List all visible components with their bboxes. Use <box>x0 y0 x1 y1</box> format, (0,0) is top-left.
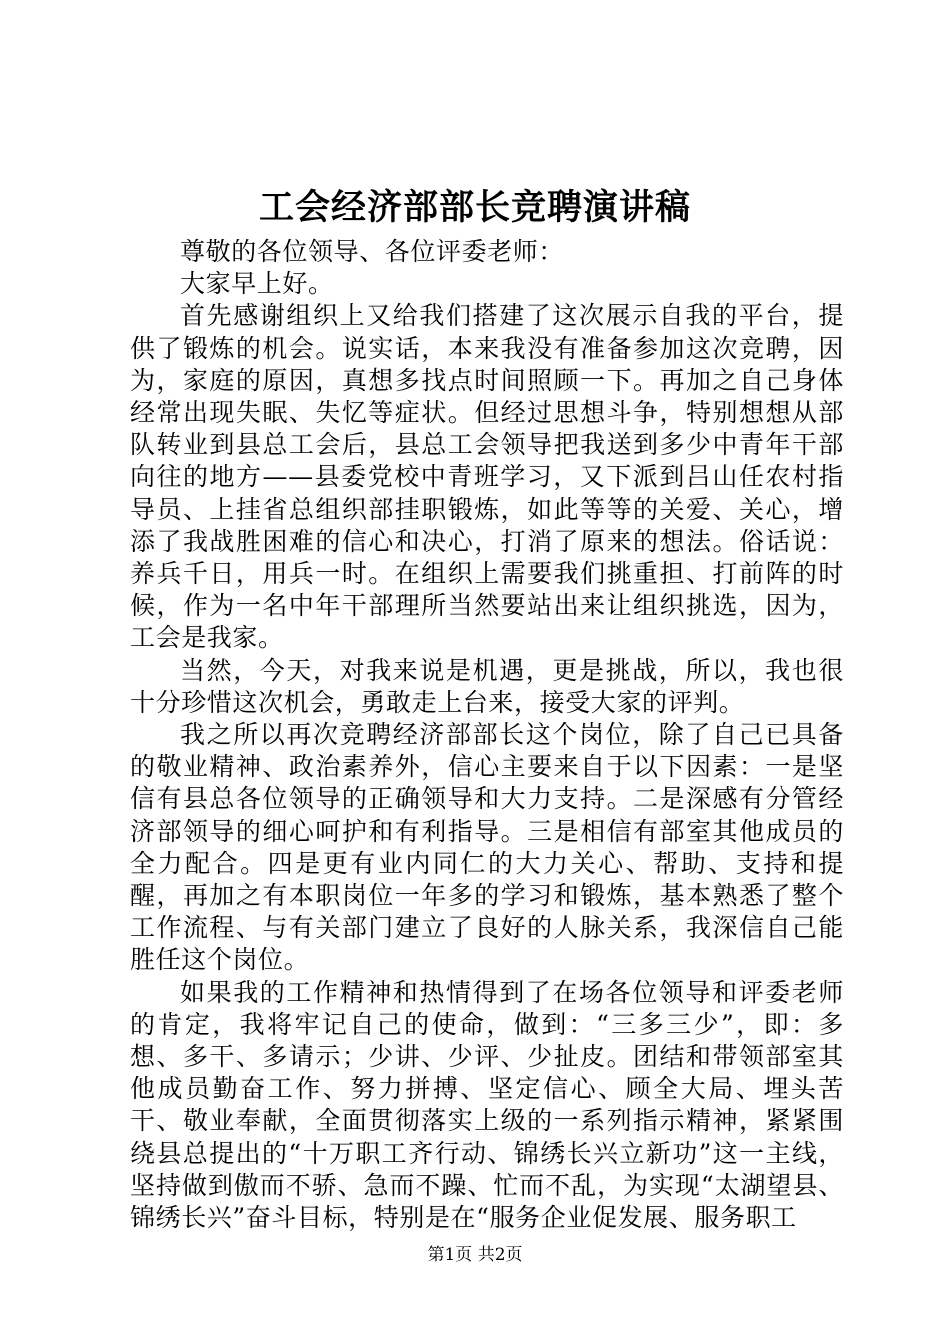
body-paragraph: 我之所以再次竞聘经济部部长这个岗位，除了自己已具备的敬业精神、政治素养外，信心主要来自于以下因素：一是坚信有县总各位领导的正确领导和大力支持。二是深感有分管经济部领导的细心呵护和有利指导。三是相信有部室其他成员的全力配合。四是更有业内同仁的大力关心、帮助、支持和提醒，再加之有本职岗位一年多的学习和锻炼，基本熟悉了整个工作流程、与有关部门建立了良好的人脉关系，我深信自己能胜任这个岗位。 <box>130 720 844 975</box>
page-footer: 第1页 共2页 <box>427 1245 523 1265</box>
body-paragraph: 如果我的工作精神和热情得到了在场各位领导和评委老师的肯定，我将牢记自己的使命，做到：“三多三少”，即：多想、多干、多请示；少讲、少评、少扯皮。团结和带领部室其他成员勤奋工作、努力拼搏、坚定信心、顾全大局、埋头苦干、敬业奉献，全面贯彻落实上级的一系列指示精神，紧紧围绕县总提出的“十万职工齐行动、锦绣长兴立新功”这一主线，坚持做到傲而不骄、急而不躁、忙而不乱，为实现“太湖望县、锦绣长兴”奋斗目标，特别是在“服务企业促发展、服务职工 <box>130 977 844 1233</box>
document-title: 工会经济部部长竞聘演讲稿 <box>258 187 691 228</box>
document-body <box>130 236 844 1234</box>
salutation-paragraph: 尊敬的各位领导、各位评委老师： <box>180 237 565 266</box>
greeting-paragraph: 大家早上好。 <box>180 269 334 299</box>
body-paragraph: 首先感谢组织上又给我们搭建了这次展示自我的平台，提供了锻炼的机会。说实话，本来我没有准备参加这次竞聘，因为，家庭的原因，真想多找点时间照顾一下。再加之自己身体经常出现失眠、失忆等症状。但经过思想斗争，特别想想从部队转业到县总工会后，县总工会领导把我送到多少中青年干部向往的地方——县委党校中青班学习，又下派到吕山任农村指导员、上挂省总组织部挂职锻炼，如此等等的关爱、关心，增添了我战胜困难的信心和决心，打消了原来的想法。俗话说：养兵千日，用兵一时。在组织上需要我们挑重担、打前阵的时候，作为一名中年干部理所当然要站出来让组织挑选，因为，工会是我家。 <box>130 301 844 653</box>
body-paragraph: 当然，今天，对我来说是机遇，更是挑战，所以，我也很十分珍惜这次机会，勇敢走上台来，接受大家的评判。 <box>130 655 844 717</box>
